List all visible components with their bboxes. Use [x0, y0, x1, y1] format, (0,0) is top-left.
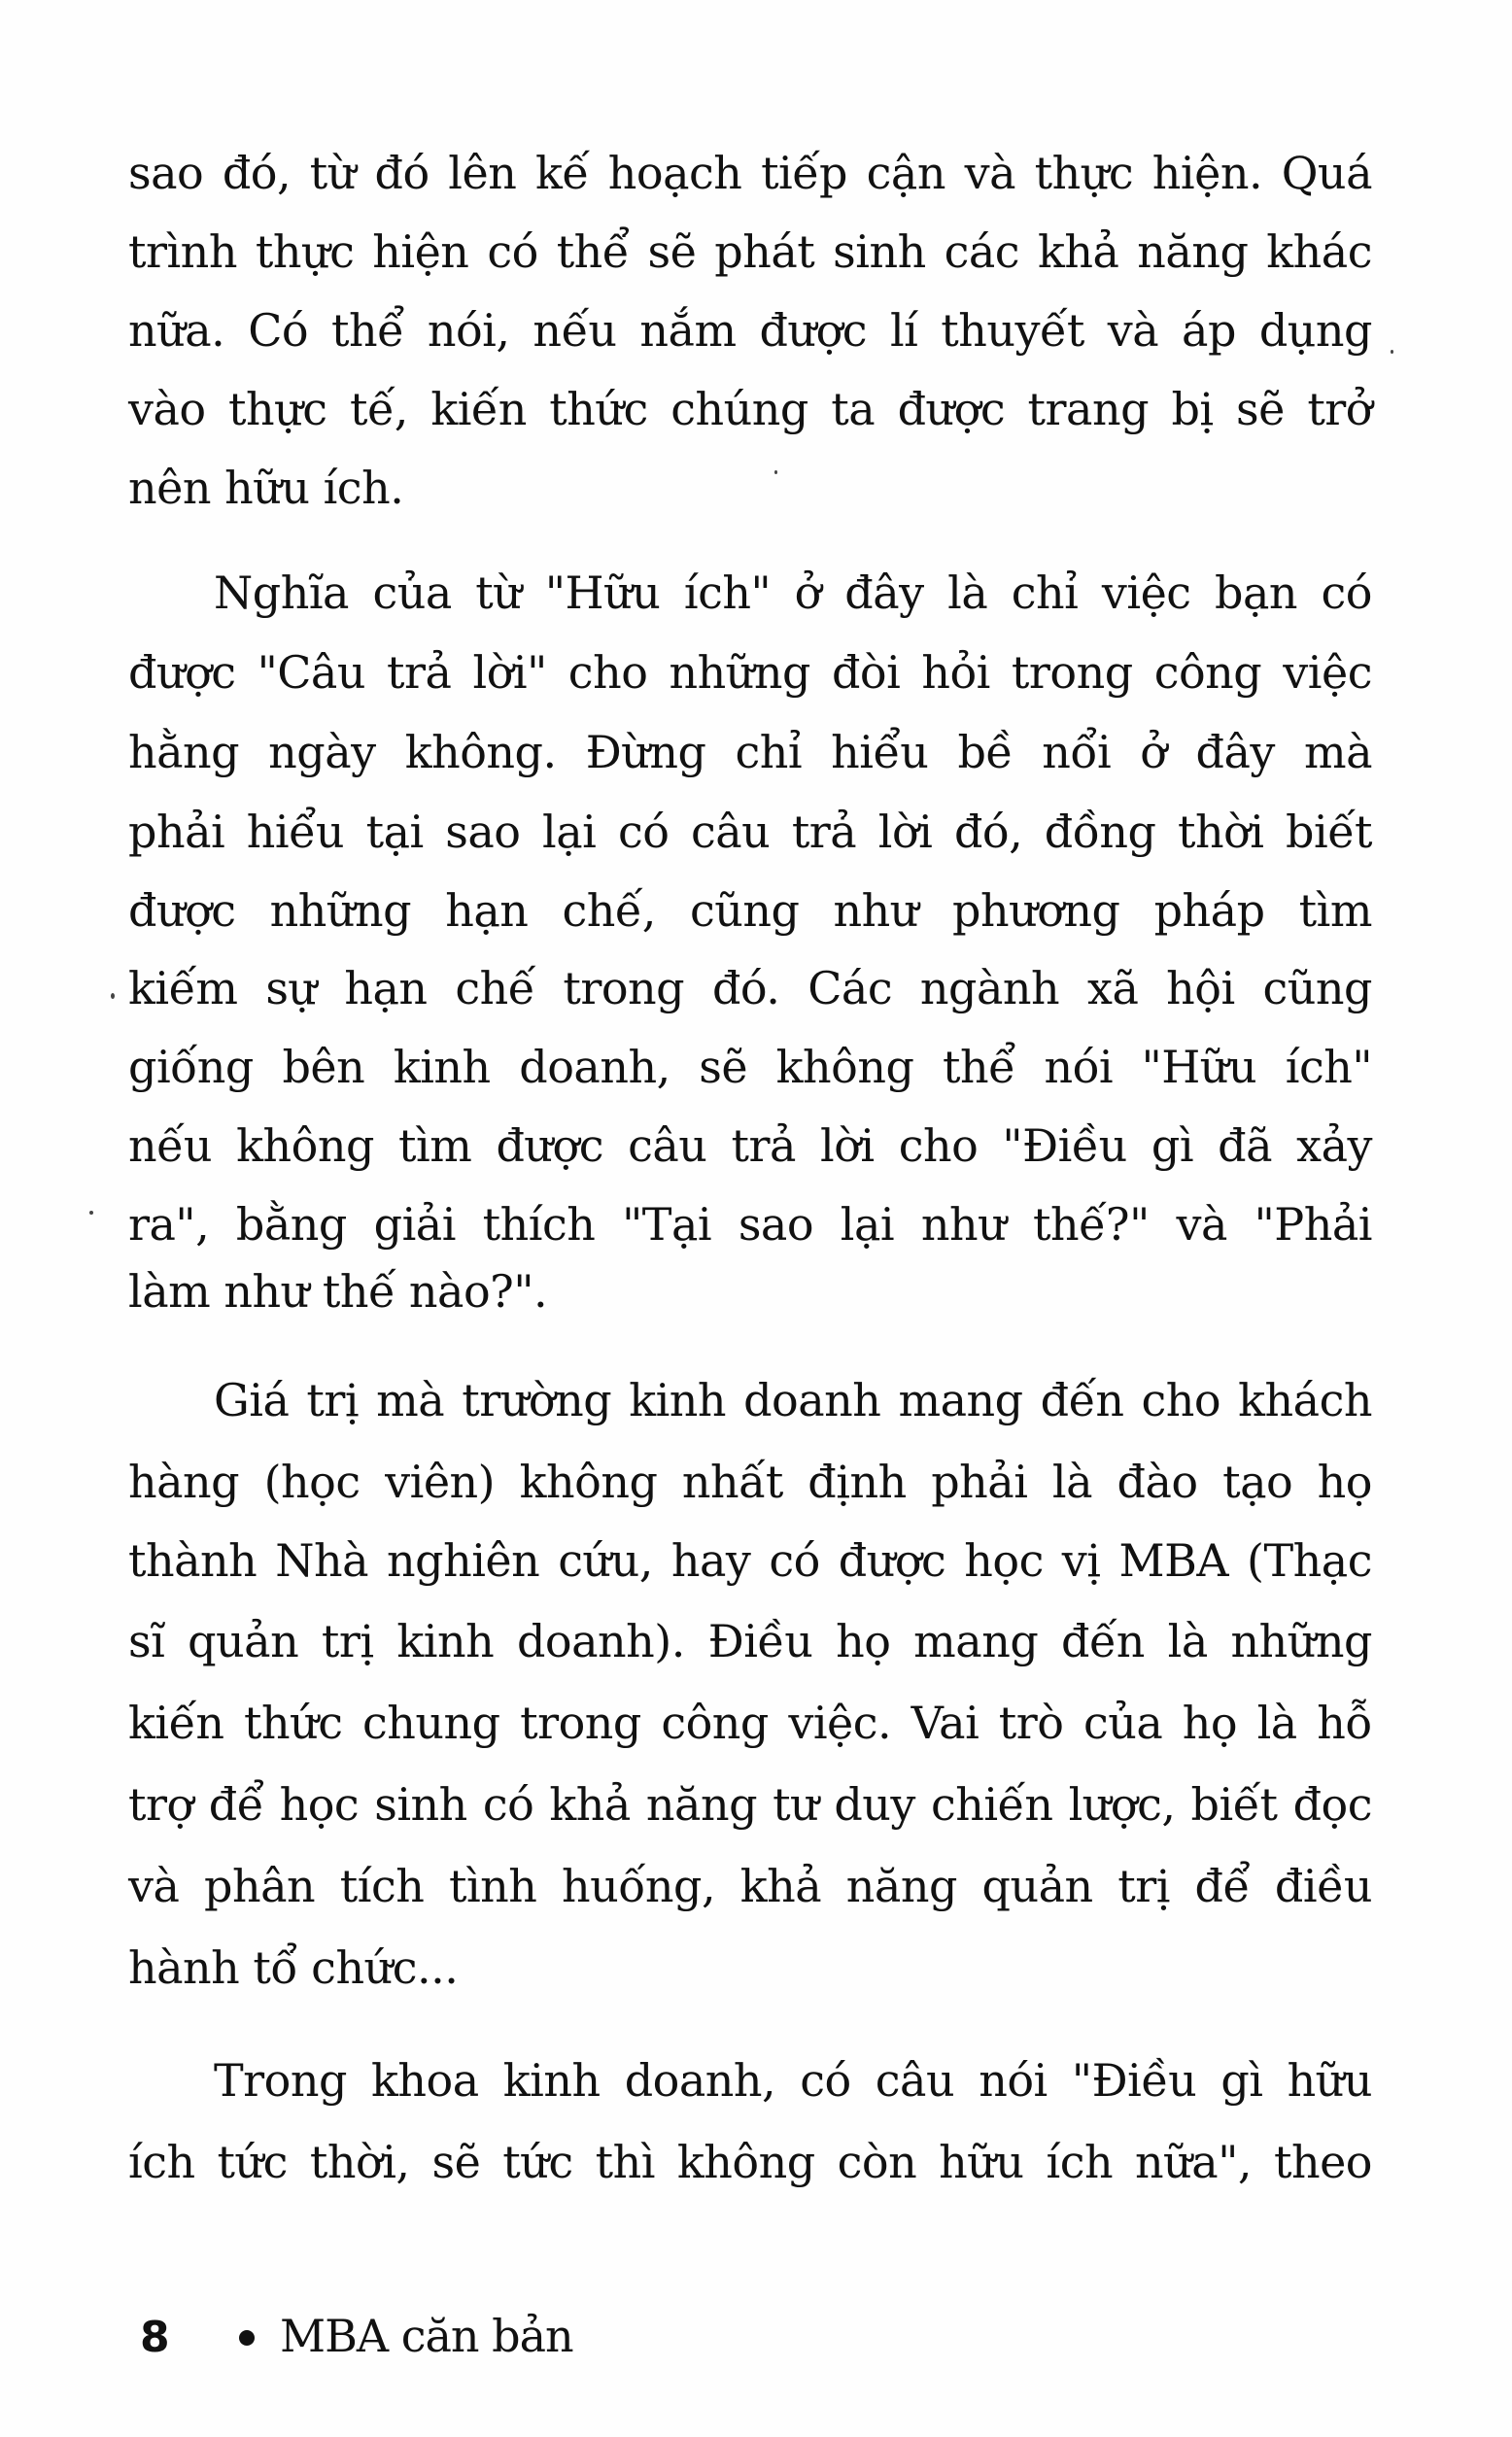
text-line: giống bên kinh doanh, sẽ không thể nói "Hữu ích"	[128, 1041, 1372, 1093]
text-line: phải hiểu tại sao lại có câu trả lời đó, đồng thời biết	[128, 806, 1372, 858]
text-line: thành Nhà nghiên cứu, hay có được học vị MBA (Thạc	[128, 1534, 1372, 1587]
text-line: và phân tích tình huống, khả năng quản trị để điều	[128, 1860, 1372, 1912]
text-line: sĩ quản trị kinh doanh). Điều họ mang đến là những	[128, 1615, 1372, 1667]
bullet-icon	[239, 2330, 255, 2346]
text-line: nữa. Có thể nói, nếu nắm được lí thuyết và áp dụng	[128, 304, 1372, 357]
scan-speck	[1391, 350, 1393, 354]
text-line: kiếm sự hạn chế trong đó. Các ngành xã hội cũng	[128, 962, 1372, 1014]
running-title: MBA căn bản	[280, 2310, 573, 2362]
text-line: sao đó, từ đó lên kế hoạch tiếp cận và thực hiện. Quá	[128, 147, 1372, 199]
text-line: được "Câu trả lời" cho những đòi hỏi trong công việc	[128, 646, 1372, 699]
text-line: kiến thức chung trong công việc. Vai trò của họ là hỗ	[128, 1697, 1372, 1749]
page-number: 8	[140, 2313, 170, 2362]
text-line: trình thực hiện có thể sẽ phát sinh các khả năng khác	[128, 225, 1372, 278]
text-line: ra", bằng giải thích "Tại sao lại như thế?" và "Phải	[128, 1198, 1372, 1251]
scan-speck	[774, 470, 777, 474]
text-line: hành tổ chức...	[128, 1941, 459, 1994]
text-line: được những hạn chế, cũng như phương pháp tìm	[128, 884, 1372, 937]
text-line: trợ để học sinh có khả năng tư duy chiến lược, biết đọc	[128, 1778, 1372, 1831]
text-line: Nghĩa của từ "Hữu ích" ở đây là chỉ việc bạn có	[214, 566, 1372, 619]
text-line: ích tức thời, sẽ tức thì không còn hữu ích nữa", theo	[128, 2136, 1372, 2188]
text-line: hàng (học viên) không nhất định phải là đào tạo họ	[128, 1456, 1372, 1508]
text-line: Giá trị mà trường kinh doanh mang đến cho khách	[214, 1374, 1372, 1426]
text-line: hằng ngày không. Đừng chỉ hiểu bề nổi ở đây mà	[128, 726, 1372, 778]
text-line: Trong khoa kinh doanh, có câu nói "Điều gì hữu	[214, 2054, 1372, 2107]
text-line: vào thực tế, kiến thức chúng ta được trang bị sẽ trở	[128, 383, 1372, 435]
text-line: làm như thế nào?".	[128, 1265, 548, 1318]
scan-speck	[89, 1211, 93, 1215]
text-line: nên hữu ích.	[128, 462, 404, 514]
text-line: nếu không tìm được câu trả lời cho "Điều gì đã xảy	[128, 1119, 1372, 1172]
scan-speck	[111, 993, 115, 999]
